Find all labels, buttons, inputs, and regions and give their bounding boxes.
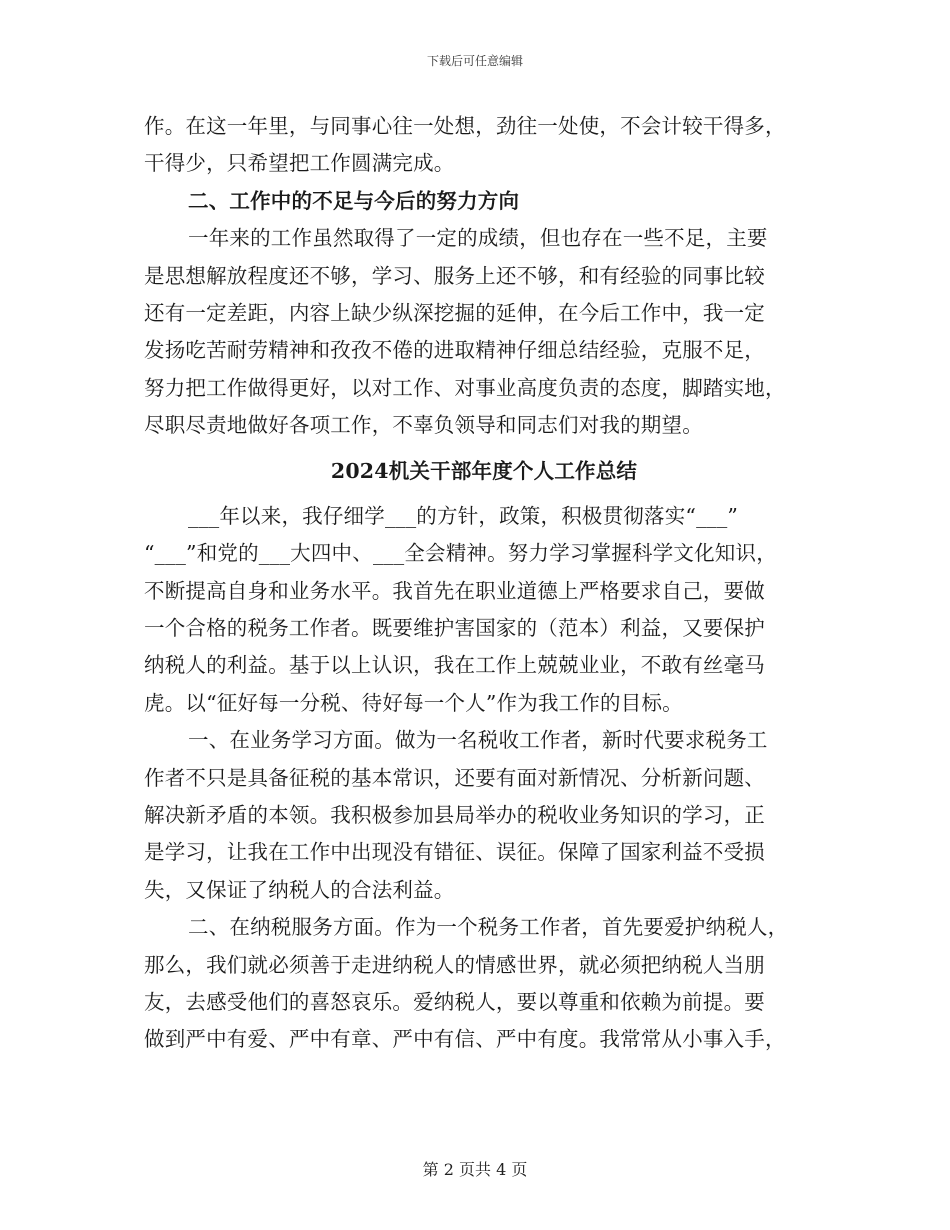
text-line: 干得少，只希望把工作圆满完成。	[144, 151, 455, 176]
text-line: 纳税人的利益。基于以上认识，我在工作上兢兢业业，不敢有丝毫马	[144, 653, 765, 678]
document-body	[144, 108, 824, 1059]
text-line: 是学习，让我在工作中出现没有错征、误征。保障了国家利益不受损	[144, 840, 765, 865]
paragraph-study	[144, 722, 824, 909]
text-line: ___年以来，我仔细学___的方针，政策，积极贯彻落实“___”	[188, 503, 739, 528]
text-line: “___”和党的___大四中、___全会精神。努力学习掌握科学文化知识，	[144, 541, 777, 566]
article-title: 2024机关干部年度个人工作总结	[330, 458, 638, 483]
text-line: 一、在业务学习方面。做为一名税收工作者，新时代要求税务工	[188, 728, 768, 753]
text-line: 还有一定差距，内容上缺少纵深挖掘的延伸，在今后工作中，我一定	[144, 300, 765, 325]
page-header: 下载后可任意编辑	[426, 54, 523, 68]
text-line: 友，去感受他们的喜怒哀乐。爱纳税人，要以尊重和依赖为前提。要	[144, 989, 765, 1014]
text-line: 作者不只是具备征税的基本常识，还要有面对新情况、分析新问题、	[144, 765, 765, 790]
text-line: 那么，我们就必须善于走进纳税人的情感世界，就必须把纳税人当朋	[144, 952, 765, 977]
text-line: 努力把工作做得更好，以对工作、对事业高度负责的态度，脚踏实地，	[144, 375, 786, 400]
text-line: 解决新矛盾的本领。我积极参加县局举办的税收业务知识的学习，正	[144, 803, 765, 828]
text-line: 发扬吃苦耐劳精神和孜孜不倦的进取精神仔细总结经验，克服不足，	[144, 338, 765, 363]
text-line: 是思想解放程度还不够，学习、服务上还不够，和有经验的同事比较	[144, 263, 765, 288]
text-line: 虎。以“征好每一分税、待好每一个人”作为我工作的目标。	[144, 690, 683, 715]
paragraph-continuation	[144, 108, 824, 183]
text-line: 一个合格的税务工作者。既要维护害国家的（范本）利益，又要保护	[144, 616, 765, 641]
text-line: 失，又保证了纳税人的合法利益。	[144, 877, 455, 902]
page-number: 第 2 页共 4 页	[422, 1160, 528, 1179]
text-line: 作。在这一年里，与同事心往一处想，劲往一处使，不会计较干得多，	[144, 114, 786, 138]
paragraph-shortcomings	[144, 220, 824, 444]
text-line: 尽职尽责地做好各项工作，不辜负领导和同志们对我的期望。	[144, 413, 703, 438]
text-line: 不断提高自身和业务水平。我首先在职业道德上严格要求自己，要做	[144, 578, 765, 603]
paragraph-intro	[144, 498, 824, 722]
text-line: 做到严中有爱、严中有章、严中有信、严中有度。我常常从小事入手，	[144, 1027, 786, 1052]
section-heading: 二、工作中的不足与今后的努力方向	[188, 188, 520, 213]
text-line: 一年来的工作虽然取得了一定的成绩，但也存在一些不足，主要	[188, 226, 768, 251]
paragraph-service	[144, 909, 824, 1059]
text-line: 二、在纳税服务方面。作为一个税务工作者，首先要爱护纳税人，	[188, 915, 789, 940]
